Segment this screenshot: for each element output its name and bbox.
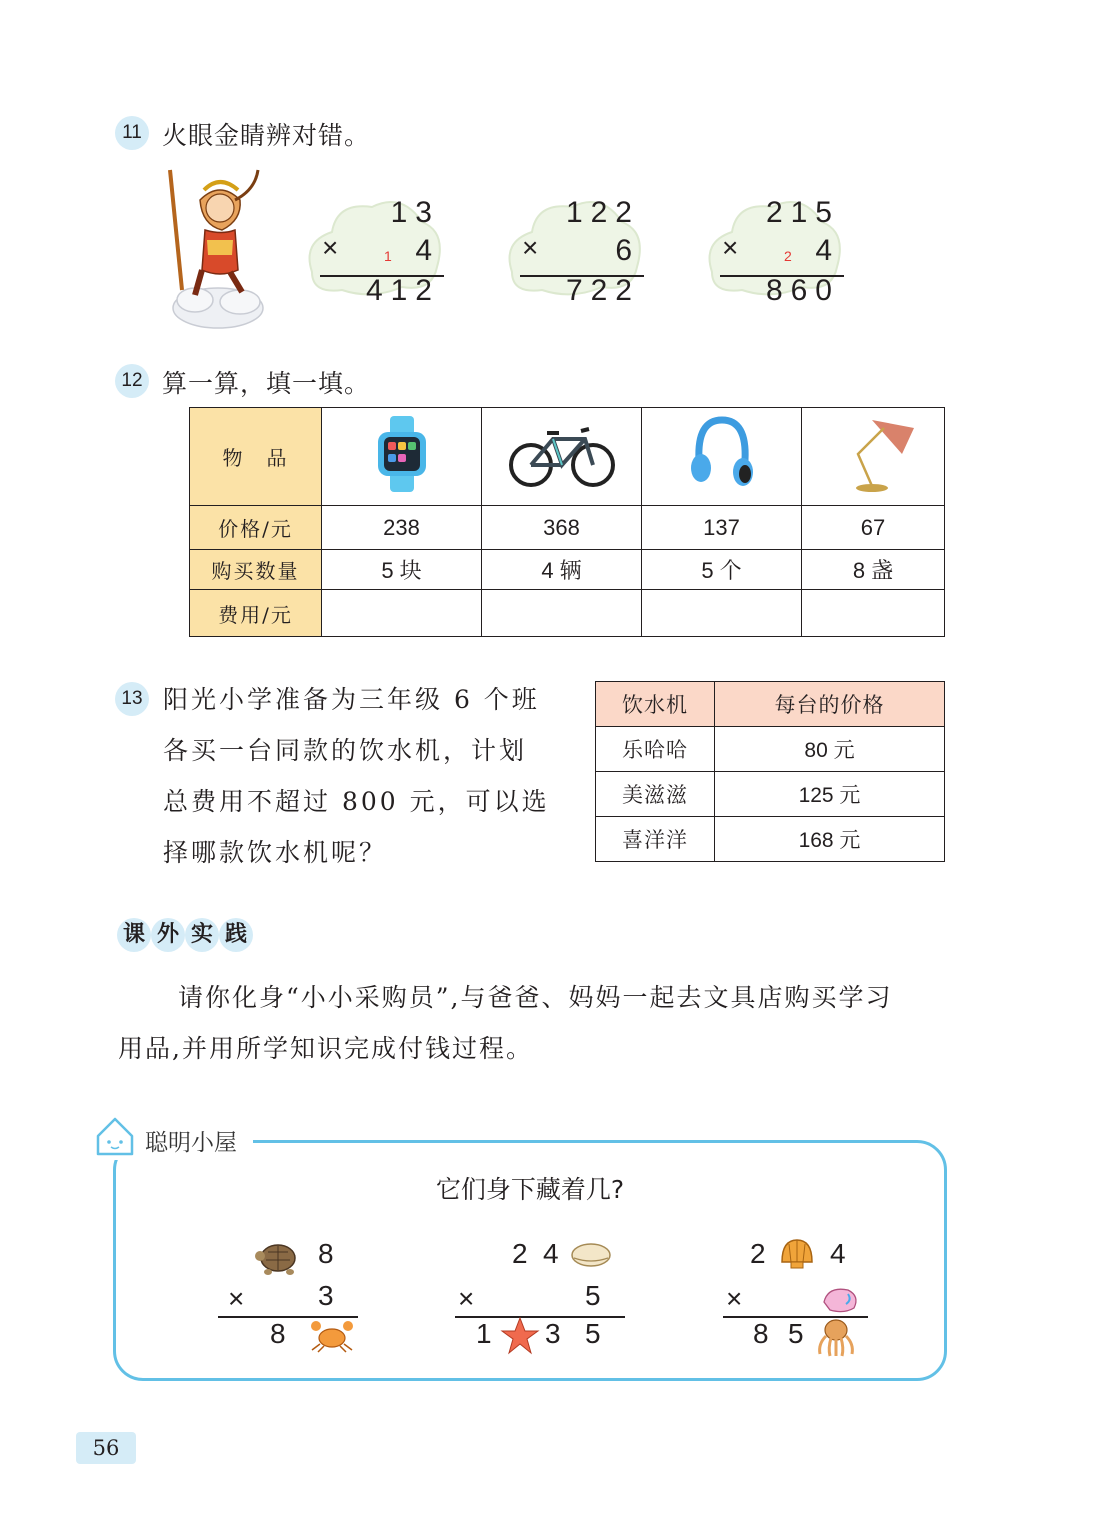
question-13-line-3: 总费用不超过 800 元，可以选 [163,787,550,816]
multiplier: 4 [415,234,440,267]
multiplier: 6 [615,234,640,267]
price-lamp: 67 [802,506,945,550]
practice-text-line-1: 请你化身“小小采购员”,与爸爸、妈妈一起去文具店购买学习 [178,983,893,1012]
puzzle-2-result-digit: 5 [585,1318,601,1349]
row-label-quantity: 购买数量 [190,550,322,590]
times-sign: × [522,232,539,263]
dispenser-price: 80 元 [715,727,945,772]
row-label-price: 价格/元 [190,506,322,550]
puzzle-2-top-digit: 4 [543,1238,559,1269]
quantity-headphones: 5 个 [642,550,802,590]
monkey-king-illustration [160,160,270,335]
practice-char-3: 实 [185,918,219,952]
question-number-12: 12 [115,364,149,398]
puzzle-2-top-digit: 2 [512,1238,528,1269]
question-number-13: 13 [115,682,149,716]
price-watch: 238 [322,506,482,550]
question-number-11: 11 [115,116,149,150]
desk-lamp-icon [828,414,918,494]
vertical-calc-3 [712,196,862,326]
puzzle-3-top-digit: 4 [830,1238,846,1269]
practice-char-2: 外 [151,918,185,952]
vertical-calc-2 [512,196,662,326]
crab-icon [310,1318,354,1354]
question-12-title: 算一算，填一填。 [162,369,371,398]
dispenser-price: 125 元 [715,772,945,817]
quantity-bicycle: 4 辆 [482,550,642,590]
question-13-line-2: 各买一台同款的饮水机，计划 [163,736,528,765]
row-label-cost: 费用/元 [190,590,322,637]
dispenser-name: 喜洋洋 [596,817,715,862]
practice-char-4: 践 [219,918,253,952]
puzzle-2-result-digit: 1 [476,1318,492,1349]
shopping-table [189,407,945,637]
carry-digit: 1 [384,248,392,264]
starfish-icon [500,1316,540,1356]
item-cell-headphones [642,408,802,506]
puzzle-1-multiplier: 3 [318,1280,334,1311]
water-dispenser-table [595,681,945,862]
multiplicand: 122 [565,196,640,229]
smartwatch-icon [362,414,442,494]
times-sign: × [322,232,339,263]
puzzle-3-result-digit: 5 [788,1318,804,1349]
price-headphones: 137 [642,506,802,550]
quantity-watch: 5 块 [322,550,482,590]
headphones-icon [687,414,757,494]
puzzle-3-result-digit: 8 [753,1318,769,1349]
row-label-item: 物 品 [190,408,322,506]
times-sign: × [458,1283,475,1314]
multiplicand: 215 [765,196,840,229]
carry-digit: 2 [784,248,792,264]
puzzle-3-top-digit: 2 [750,1238,766,1269]
puzzle-2-multiplier: 5 [585,1280,601,1311]
bicycle-icon [507,419,617,489]
puzzle-1-result-digit: 8 [270,1318,286,1349]
question-11-title: 火眼金睛辨对错。 [162,121,371,150]
times-sign: × [722,232,739,263]
dispenser-name: 美滋滋 [596,772,715,817]
times-sign: × [228,1283,245,1314]
octopus-icon [814,1318,858,1358]
practice-char-1: 课 [117,918,151,952]
house-icon [92,1114,138,1158]
turtle-icon [254,1238,302,1278]
times-sign: × [726,1283,743,1314]
product: 722 [565,274,640,307]
multiplicand: 13 [390,196,440,229]
clam-shell-icon [570,1240,612,1270]
header-price: 每台的价格 [715,682,945,727]
cost-blank-bicycle[interactable] [482,590,642,637]
cost-blank-watch[interactable] [322,590,482,637]
product: 860 [765,274,840,307]
header-dispenser: 饮水机 [596,682,715,727]
conch-shell-icon [818,1282,862,1316]
cost-blank-headphones[interactable] [642,590,802,637]
vertical-calc-1 [312,196,462,326]
item-cell-watch [322,408,482,506]
practice-text-line-2: 用品,并用所学知识完成付钱过程。 [118,1034,533,1063]
multiplier: 4 [815,234,840,267]
scallop-shell-icon [778,1236,816,1272]
question-13-line-4: 择哪款饮水机呢？ [163,838,388,867]
item-cell-bicycle [482,408,642,506]
puzzle-1-top-digit: 8 [318,1238,334,1269]
page-number: 56 [76,1432,136,1464]
smart-house-title: 它们身下藏着几? [435,1175,625,1204]
cost-blank-lamp[interactable] [802,590,945,637]
puzzle-2-result-digit: 3 [545,1318,561,1349]
dispenser-name: 乐哈哈 [596,727,715,772]
product: 412 [365,274,440,307]
smart-house-label: 聪明小屋 [145,1130,237,1156]
price-bicycle: 368 [482,506,642,550]
item-cell-lamp [802,408,945,506]
quantity-lamp: 8 盏 [802,550,945,590]
question-13-line-1: 阳光小学准备为三年级 6 个班 [163,685,540,714]
dispenser-price: 168 元 [715,817,945,862]
